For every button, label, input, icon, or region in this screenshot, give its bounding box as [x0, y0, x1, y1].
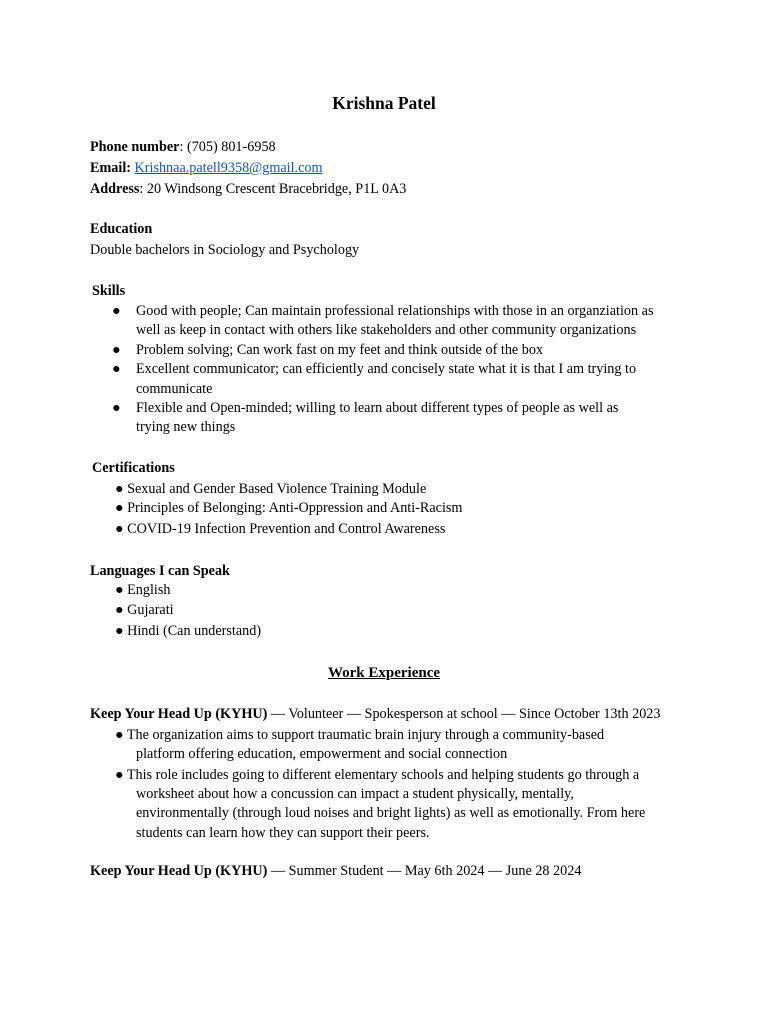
phone-line: [90, 138, 276, 156]
phone-separator: :: [179, 139, 187, 155]
address-separator: :: [139, 181, 147, 197]
skill-item-text: trying new things: [136, 419, 236, 435]
skill-item-text: communicate: [136, 381, 213, 397]
email-line: [90, 159, 323, 177]
job-title-line: [90, 862, 581, 880]
language-item: ● Gujarati: [115, 602, 174, 618]
bullet-icon: ●: [112, 303, 121, 319]
bullet-icon: ●: [112, 400, 121, 416]
skills-heading: Skills: [92, 283, 126, 299]
job-bullet-text: environmentally (through loud noises and bright lights) as well as emotionally. From here: [136, 805, 646, 821]
skill-item-text: Excellent communicator; can efficiently and concisely state what it is that I am trying to: [136, 361, 637, 377]
job-bullet-text: worksheet about how a concussion can impact a student physically, mentally,: [136, 786, 574, 802]
job-organization: Keep Your Head Up (KYHU): [90, 706, 268, 722]
job-organization: Keep Your Head Up (KYHU): [90, 863, 268, 879]
resume-name: Krishna Patel: [332, 93, 436, 113]
email-label: Email:: [90, 160, 131, 176]
certification-item: ● Principles of Belonging: Anti-Oppression and Anti-Racism: [115, 500, 463, 516]
language-item: ● English: [115, 582, 171, 598]
certification-item: ● COVID-19 Infection Prevention and Control Awareness: [115, 521, 446, 537]
skill-item-text: Flexible and Open-minded; willing to learn about different types of people as well as: [136, 400, 619, 416]
education-text: Double bachelors in Sociology and Psychology: [90, 242, 360, 258]
address-label: Address: [90, 181, 140, 197]
address-line: [90, 180, 406, 198]
email-link[interactable]: Krishnaa.patell9358@gmail.com: [134, 160, 323, 176]
skill-item-text: well as keep in contact with others like stakeholders and other community organizations: [136, 322, 637, 338]
job-title-line: [90, 705, 660, 723]
job-details: — Volunteer — Spokesperson at school — Since October 13th 2023: [267, 706, 661, 722]
education-heading: Education: [90, 221, 153, 237]
skill-item-text: Problem solving; Can work fast on my feet and think outside of the box: [136, 342, 544, 358]
bullet-icon: ●: [112, 342, 121, 358]
job-bullet-text: ● The organization aims to support traumatic brain injury through a community-based: [115, 727, 605, 743]
address-value: 20 Windsong Crescent Bracebridge, P1L 0A3: [146, 181, 407, 197]
language-item: ● Hindi (Can understand): [115, 623, 262, 639]
job-bullet-text: students can learn how they can support their peers.: [136, 825, 430, 841]
work-experience-heading: Work Experience: [327, 665, 441, 681]
job-bullet-text: ● This role includes going to different elementary schools and helping students go through a: [115, 767, 640, 783]
certification-item: ● Sexual and Gender Based Violence Training Module: [115, 481, 427, 497]
skill-item-text: Good with people; Can maintain professional relationships with those in an organziation as: [136, 303, 654, 319]
phone-value: (705) 801-6958: [186, 139, 276, 155]
languages-heading: Languages I can Speak: [90, 563, 230, 579]
job-details: — Summer Student — May 6th 2024 — June 28 2024: [267, 863, 582, 879]
phone-label: Phone number: [90, 139, 180, 155]
certifications-heading: Certifications: [92, 460, 175, 476]
bullet-icon: ●: [112, 361, 121, 377]
job-bullet-text: platform offering education, empowerment and social connection: [136, 746, 508, 762]
